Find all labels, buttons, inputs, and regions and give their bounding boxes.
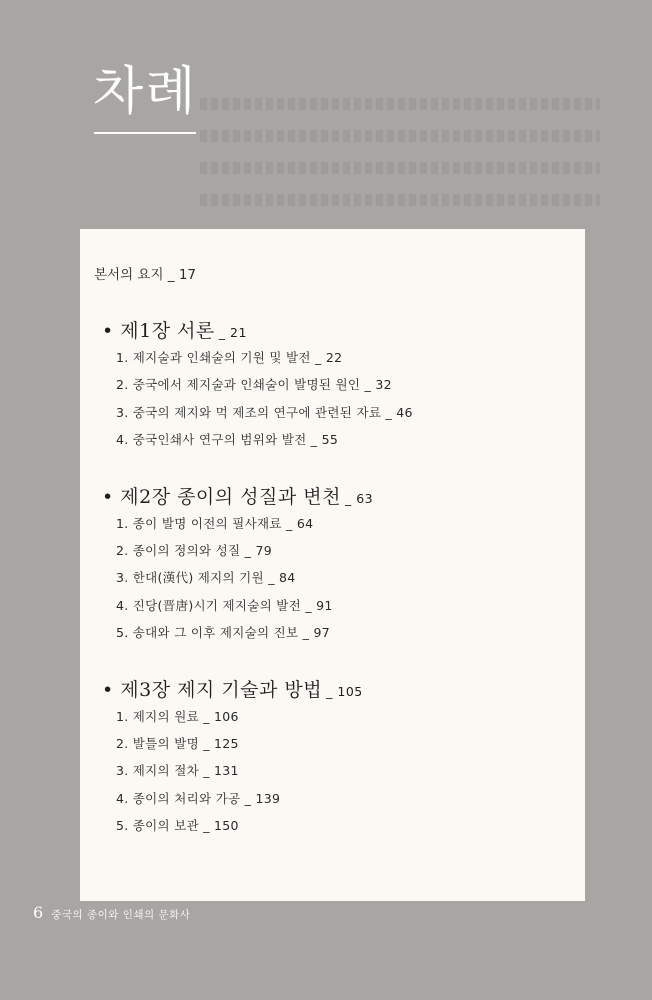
page-number: 6 [33,903,44,922]
table-of-contents [80,229,585,901]
toc-entry: 1. 종이 발명 이전의 필사재료 _ 64 [116,516,314,531]
chapter-title: • 제3장 제지 기술과 방법 [102,679,323,701]
chapter-1-heading [102,316,247,343]
chapter-page: _ 105 [326,684,363,699]
chapter-page: _ 21 [218,325,247,340]
toc-entry: 2. 중국에서 제지술과 인쇄술이 발명된 원인 _ 32 [116,377,392,392]
chapter-2-heading [102,482,373,509]
chapter-title: • 제2장 종이의 성질과 변천 [102,486,341,508]
toc-entry: 1. 제지의 원료 _ 106 [116,709,239,724]
toc-entry: 3. 중국의 제지와 먹 제조의 연구에 관련된 자료 _ 46 [116,405,413,420]
toc-entry: 4. 중국인쇄사 연구의 범위와 발전 _ 55 [116,432,339,447]
page-footer [33,903,190,922]
chapter-page: _ 63 [345,491,374,506]
toc-entry: 3. 제지의 절차 _ 131 [116,763,239,778]
toc-entry: 1. 제지술과 인쇄술의 기원 및 발전 _ 22 [116,350,343,365]
chapter-3-heading [102,675,363,702]
toc-entry: 2. 발틀의 발명 _ 125 [116,736,239,751]
title-underline [94,132,196,134]
toc-entry: 4. 종이의 처리와 가공 _ 139 [116,791,281,806]
running-title: 중국의 종이와 인쇄의 문화사 [51,909,191,921]
toc-entry: 5. 종이의 보관 _ 150 [116,818,239,833]
toc-entry: 4. 진당(晋唐)시기 제지술의 발전 _ 91 [116,598,333,613]
toc-entry: 5. 송대와 그 이후 제지술의 진보 _ 97 [116,625,330,640]
page-title: 차례 [93,62,198,122]
chapter-title: • 제1장 서론 [102,320,215,342]
toc-summary-entry: 본서의 요지 _ 17 [94,267,197,283]
toc-entry: 2. 종이의 정의와 성질 _ 79 [116,543,272,558]
background-texture [200,98,600,226]
toc-entry: 3. 한대(漢代) 제지의 기원 _ 84 [116,570,296,585]
